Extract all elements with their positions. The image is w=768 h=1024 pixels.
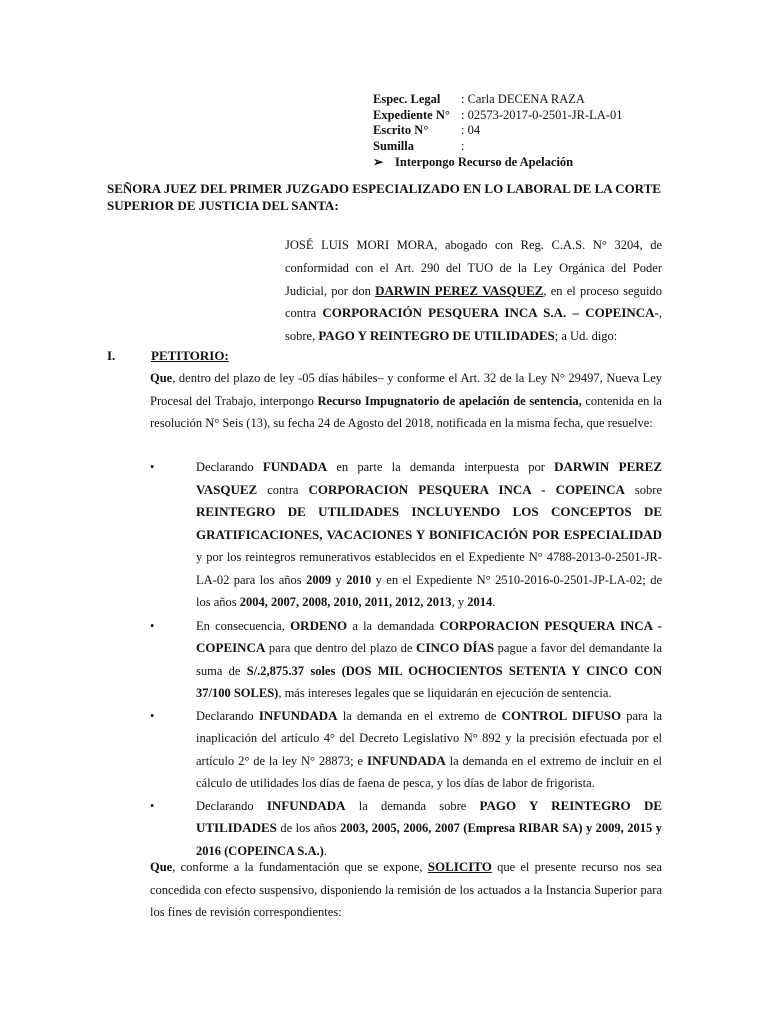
list-item-text (196, 705, 662, 795)
bullet-icon: • (150, 460, 155, 474)
text-run: Declarando (196, 460, 263, 474)
ruling-word: FUNDADA (262, 459, 328, 474)
text-run: la demanda en el extremo de incluir en el cálculo de utilidades los días de faena de pesca, y los días de labor de frigorista. (196, 753, 662, 790)
lead-word: Que (150, 371, 173, 385)
list-item (150, 795, 662, 863)
header-row-sumilla (373, 139, 703, 155)
header-row-expediente (373, 108, 703, 124)
text-run: para que dentro del plazo de (265, 641, 416, 655)
header-value: : 02573-2017-0-2501-JR-LA-01 (461, 107, 623, 122)
intro-text: JOSÉ LUIS MORI MORA, abogado con Reg. C.A.S. N° 3204, de conformidad con el Art. 290 del TUO de la Ley Orgánica del Poder Judicial, por don (285, 238, 662, 298)
header-value: : (461, 138, 465, 153)
list-item (150, 615, 662, 705)
section-heading (107, 348, 229, 364)
section-title: PETITORIO: (151, 348, 229, 363)
intro-text: , sobre, (285, 306, 662, 344)
recurso-text: Recurso Impugnatorio de apelación de sentencia, (317, 393, 582, 408)
text-run: Declarando (196, 798, 267, 813)
paragraph-text: contenida en la resolución N° Seis (13), su fecha 24 de Agosto del 2018, notificada en la misma fecha, que resuelve: (150, 393, 662, 430)
text-run: contra (257, 482, 309, 497)
text-run: en parte la demanda interpuesta por (327, 460, 555, 474)
defendant-name: CORPORACION PESQUERA INCA - COPEINCA (196, 617, 663, 655)
addressee-heading: SEÑORA JUEZ DEL PRIMER JUZGADO ESPECIALIZADO EN LO LABORAL DE LA CORTE SUPERIOR DE JUSTICIA DEL SANTA: (107, 181, 661, 213)
ruling-word: INFUNDADA (266, 797, 346, 813)
bullet-icon: • (150, 798, 155, 813)
control-difuso-text: CONTROL DIFUSO (501, 707, 622, 723)
list-item (150, 705, 662, 795)
bullet-icon: • (150, 708, 155, 723)
intro-text: , en el proceso seguido contra (285, 283, 663, 321)
header-row-espec-legal (373, 92, 703, 108)
list-item-text (196, 615, 662, 705)
plaintiff-name: DARWIN PEREZ VASQUEZ (375, 282, 544, 298)
sumilla-item (373, 155, 703, 171)
case-matter: PAGO Y REINTEGRO DE UTILIDADES (318, 328, 555, 344)
defendant-name: CORPORACION PESQUERA INCA - COPEINCA (308, 481, 625, 497)
header-row-escrito (373, 123, 703, 139)
text-run: sobre (624, 482, 662, 497)
intro-paragraph (285, 234, 662, 348)
lead-word: Que (150, 860, 173, 874)
years-text: 2004, 2007, 2008, 2010, 2011, 2012, 2013 (239, 595, 452, 609)
resolution-list (150, 456, 662, 862)
defendant-name: CORPORACIÓN PESQUERA INCA S.A. – COPEINCA- (322, 305, 659, 321)
list-item-text (196, 795, 662, 863)
years-text: 2003, 2005, 2006, 2007 (Empresa RIBAR SA) y 2009, 2015 y 2016 (COPEINCA S.A.) (196, 821, 662, 858)
paragraph-text: que el presente recurso nos sea concedida con efecto suspensivo, disponiendo la remisión de los actuados a la Instancia Superior para los fines de revisión correspondientes: (150, 860, 662, 919)
header-key: Escrito N° (373, 123, 429, 137)
arrow-bullet-icon: ➢ (373, 155, 384, 169)
petitorio-paragraph (150, 367, 662, 435)
amount-text: S/.2,875.37 soles (DOS MIL OCHOCIENTOS SETENTA Y CINCO CON 37/100 SOLES) (196, 663, 662, 700)
sumilla-text: Interpongo Recurso de Apelación (395, 155, 574, 169)
section-number: I. (107, 348, 116, 363)
text-run: y en el Expediente N° 2510-2016-0-2501-JP-LA-02; de los años (196, 572, 663, 609)
header-value: : Carla DECENA RAZA (461, 92, 585, 106)
solicito-paragraph (150, 856, 662, 924)
ruling-word: ORDENO (290, 617, 348, 633)
text-run: y por los reintegros remunerativos establecidos en el Expediente N° 4788-2013-0-2501-JR-LA-02 para los años (196, 550, 662, 587)
text-run: de los años (276, 821, 341, 835)
concepts-text: REINTEGRO DE UTILIDADES INCLUYENDO LOS CONCEPTOS DE GRATIFICACIONES, VACACIONES Y BONIFICACIÓN POR ESPECIALIDAD (196, 504, 662, 542)
ruling-word: INFUNDADA (367, 752, 446, 768)
text-run: En consecuencia, (196, 618, 291, 633)
text-run: la demanda sobre (345, 798, 480, 813)
text-run: . (492, 595, 496, 609)
text-run: , y (451, 595, 468, 609)
year-text: 2014 (467, 595, 493, 609)
ruling-word: INFUNDADA (258, 707, 338, 723)
text-run: . (323, 843, 327, 858)
text-run: y (331, 572, 347, 587)
header-key: Sumilla (373, 138, 414, 153)
intro-text: ; a Ud. digo: (554, 329, 618, 344)
list-item (150, 456, 662, 614)
paragraph-text: , conforme a la fundamentación que se expone, (172, 860, 428, 874)
paragraph-text: , dentro del plazo de ley -05 días hábiles– y conforme el Art. 32 de la Ley N° 29497, Nueva Ley Procesal del Trabajo, interpongo (150, 371, 662, 408)
year-text: 2009 (306, 572, 332, 587)
text-run: , más intereses legales que se liquidarán en ejecución de sentencia. (278, 686, 612, 700)
text-run: pague a favor del demandante la suma de (196, 641, 662, 678)
text-run: la demanda en el extremo de (337, 708, 502, 723)
header-key: Espec. Legal (373, 92, 441, 106)
case-header (373, 92, 703, 171)
text-run: para la inaplicación del artículo 4° del Decreto Legislativo N° 892 y la precisión efectuada por el artículo 2° de la ley N° 28873; e (196, 708, 663, 768)
list-item-text (196, 456, 662, 614)
bullet-icon: • (150, 618, 155, 633)
deadline-text: CINCO DÍAS (416, 640, 495, 655)
text-run: Declarando (196, 708, 259, 723)
solicito-text: SOLICITO (427, 859, 492, 874)
header-value: : 04 (461, 123, 481, 137)
year-text: 2010 (346, 572, 372, 587)
header-key: Expediente N° (373, 107, 450, 122)
text-run: a la demandada (347, 618, 440, 633)
plaintiff-name: DARWIN PEREZ VASQUEZ (196, 459, 663, 497)
case-matter: PAGO Y REINTEGRO DE UTILIDADES (196, 797, 663, 835)
